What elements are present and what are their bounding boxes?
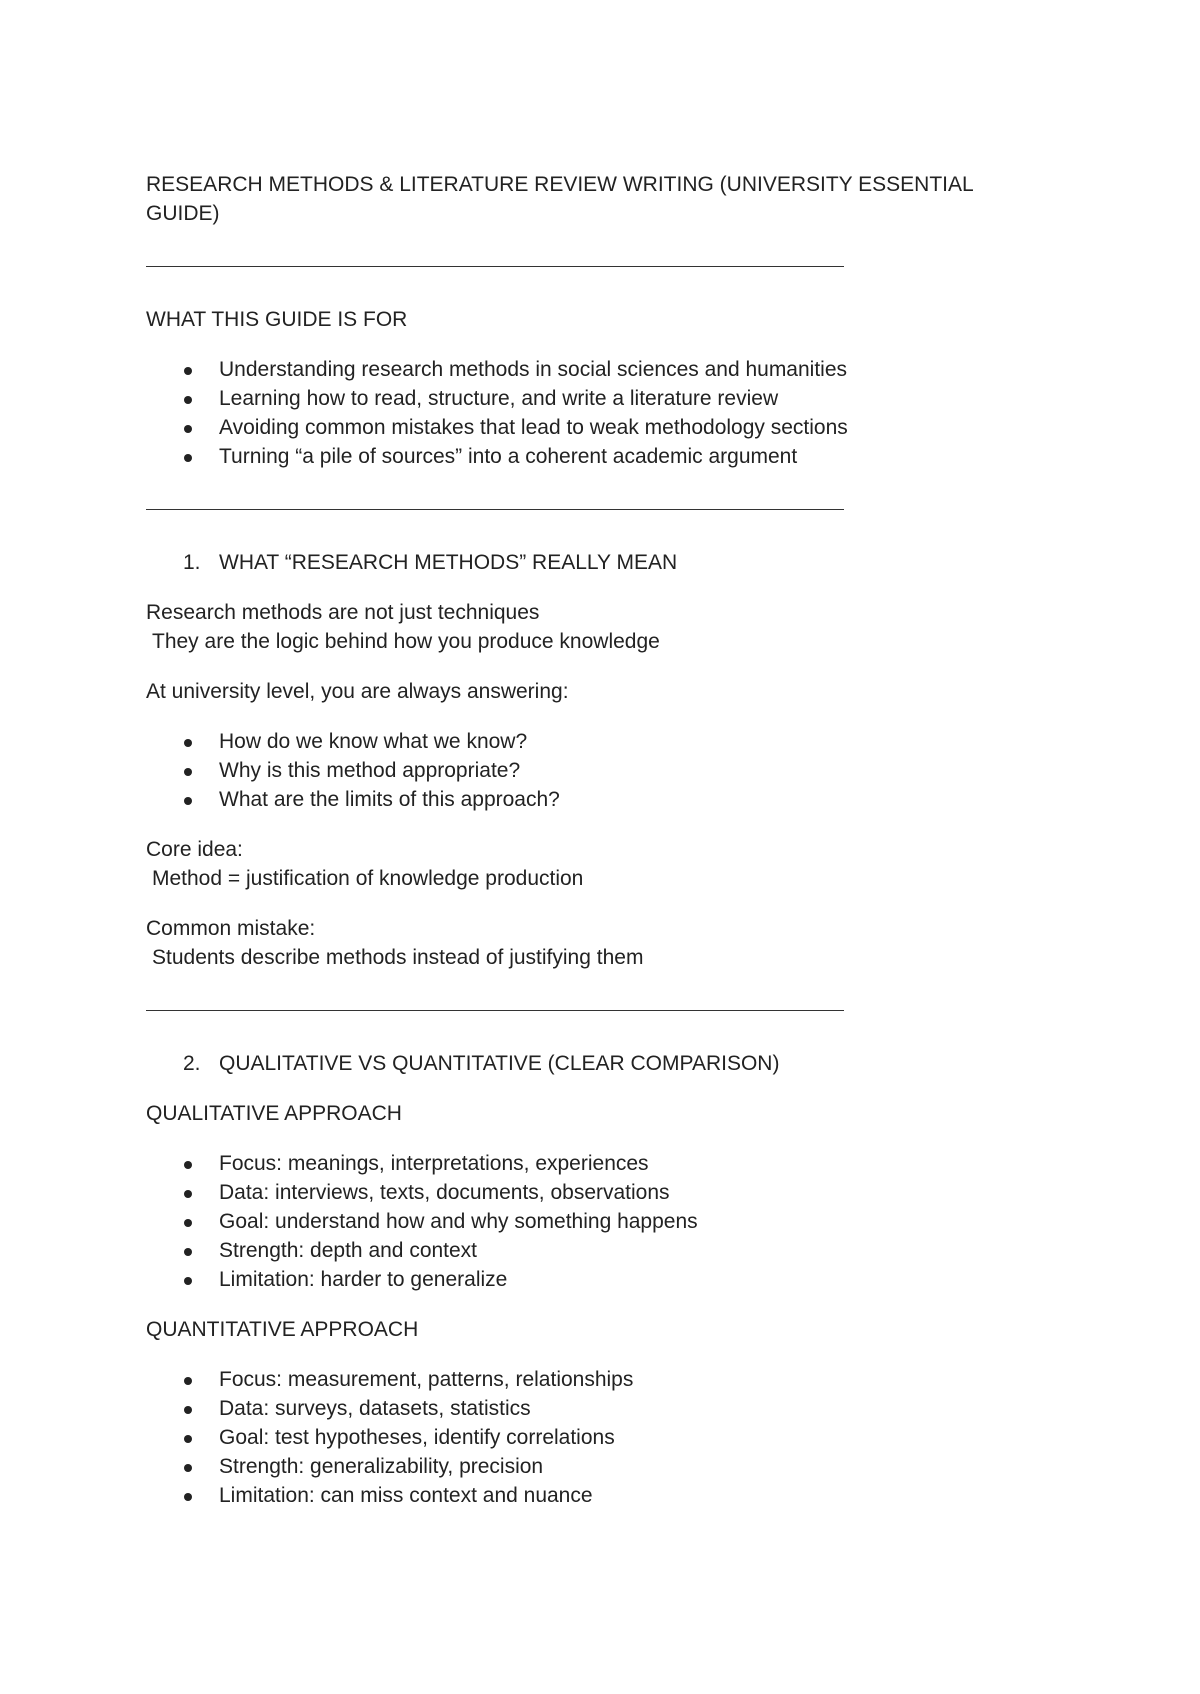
core-idea-label: Core idea: [146, 838, 243, 861]
qualitative-list [146, 1149, 1046, 1294]
document-title: RESEARCH METHODS & LITERATURE REVIEW WRITING (UNIVERSITY ESSENTIAL GUIDE) [146, 173, 973, 225]
section-1-lead: At university level, you are always answering: [146, 680, 569, 703]
list-item: Understanding research methods in social sciences and humanities [146, 355, 1046, 384]
list-item: Avoiding common mistakes that lead to weak methodology sections [146, 413, 1046, 442]
document-page [146, 170, 1046, 1510]
purpose-list [146, 355, 1046, 471]
list-item: Limitation: harder to generalize [146, 1265, 1046, 1294]
section-number: 1. [183, 551, 201, 574]
purpose-heading: WHAT THIS GUIDE IS FOR [146, 308, 408, 331]
list-item: Data: interviews, texts, documents, observations [146, 1178, 1046, 1207]
section-title: WHAT “RESEARCH METHODS” REALLY MEAN [219, 551, 678, 574]
section-1-intro-line-2: They are the logic behind how you produce knowledge [152, 630, 660, 653]
list-item: Focus: meanings, interpretations, experiences [146, 1149, 1046, 1178]
list-item: Focus: measurement, patterns, relationships [146, 1365, 1046, 1394]
list-item: Goal: test hypotheses, identify correlations [146, 1423, 1046, 1452]
section-1-heading [146, 548, 1046, 577]
list-item: Strength: depth and context [146, 1236, 1046, 1265]
list-item: Why is this method appropriate? [146, 756, 1046, 785]
list-item: Data: surveys, datasets, statistics [146, 1394, 1046, 1423]
questions-list [146, 727, 1046, 814]
quantitative-list [146, 1365, 1046, 1510]
list-item: Strength: generalizability, precision [146, 1452, 1046, 1481]
quantitative-heading: QUANTITATIVE APPROACH [146, 1318, 419, 1341]
list-item: Learning how to read, structure, and write a literature review [146, 384, 1046, 413]
section-number: 2. [183, 1052, 201, 1075]
section-1-intro-line-1: Research methods are not just techniques [146, 601, 540, 624]
list-item: Goal: understand how and why something happens [146, 1207, 1046, 1236]
list-item: What are the limits of this approach? [146, 785, 1046, 814]
qualitative-heading: QUALITATIVE APPROACH [146, 1102, 402, 1125]
section-title: QUALITATIVE VS QUANTITATIVE (CLEAR COMPARISON) [219, 1052, 780, 1075]
common-mistake-label: Common mistake: [146, 917, 316, 940]
list-item: How do we know what we know? [146, 727, 1046, 756]
common-mistake-text: Students describe methods instead of justifying them [152, 946, 644, 969]
section-2-heading [146, 1049, 1046, 1078]
list-item: Turning “a pile of sources” into a coherent academic argument [146, 442, 1046, 471]
core-idea-text: Method = justification of knowledge production [152, 867, 584, 890]
list-item: Limitation: can miss context and nuance [146, 1481, 1046, 1510]
